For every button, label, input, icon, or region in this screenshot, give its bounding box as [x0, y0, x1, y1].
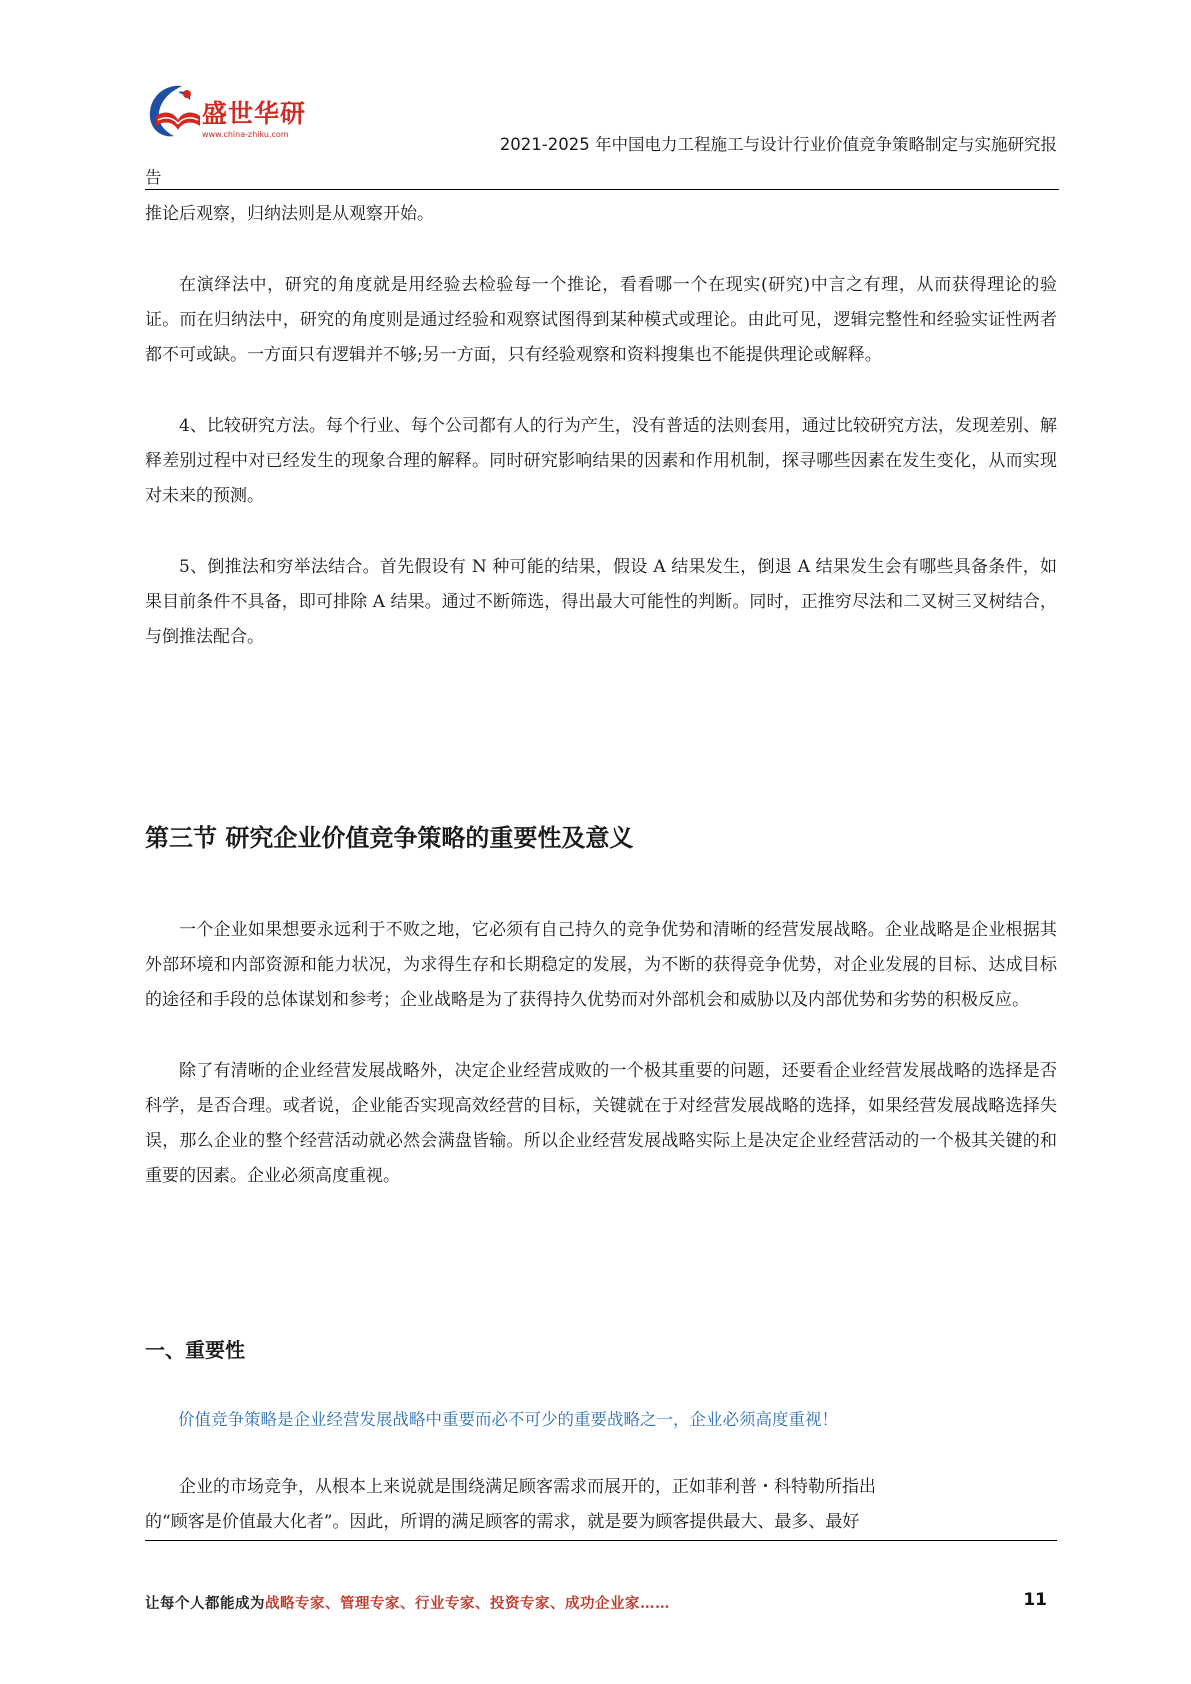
- highlight-statement: 价值竞争策略是企业经营发展战略中重要而必不可少的重要战略之一，企业必须高度重视！: [178, 1410, 838, 1429]
- paragraph-7-line2: [145, 1505, 1057, 1541]
- logo-url: www.china-zhiku.com: [202, 130, 289, 139]
- paragraph-1: 推论后观察，归纳法则是从观察开始。: [145, 204, 434, 224]
- footer-slogan: [145, 1592, 670, 1613]
- paragraph-6: 除了有清晰的企业经营发展战略外，决定企业经营成败的一个极其重要的问题，还要看企业经营发展战略的选择是否科学，是否合理。或者说，企业能否实现高效经营的目标，关键就在于对经营发展战略的选择，如果经营发展战略选择失误，那么企业的整个经营活动就必然会满盘皆输。所以企业经营发展战略实际上是决定企业经营活动的一个极其关键的和重要的因素。企业必须高度重视。: [145, 1061, 1057, 1186]
- importance-body: [145, 1402, 1057, 1541]
- logo-text: 盛世华研: [202, 99, 307, 128]
- section-body: [145, 913, 1057, 1194]
- report-title-line2: 告: [145, 168, 162, 187]
- report-title: [145, 128, 1057, 194]
- page-number: 11: [1023, 1590, 1047, 1610]
- paragraph-7-line2-text: 的“顾客是价值最大化者”。因此，所谓的满足顾客的需求，就是要为顾客提供最大、最多、最好: [145, 1505, 1057, 1541]
- slogan-highlight: 战略专家、管理专家、行业专家、投资专家、成功企业家……: [265, 1595, 670, 1612]
- paragraph-5: 一个企业如果想要永远利于不败之地，它必须有自己持久的竞争优势和清晰的经营发展战略。企业战略是企业根据其外部环境和内部资源和能力状况，为求得生存和长期稳定的发展，为不断的获得竞争优势，对企业发展的目标、达成目标的途径和手段的总体谋划和参考；企业战略是为了获得持久优势而对外部机会和威胁以及内部优势和劣势的积极反应。: [145, 920, 1057, 1010]
- header-divider: [145, 189, 1059, 190]
- paragraph-4: 5、倒推法和穷举法结合。首先假设有 N 种可能的结果，假设 A 结果发生，倒退 A 结果发生会有哪些具备条件，如果目前条件不具备，即可排除 A 结果。通过不断筛选，得出最大可能性的判断。同时，正推穷尽法和二叉树三叉树结合，与倒推法配合。: [145, 557, 1057, 647]
- paragraph-7-line1: 企业的市场竞争，从根本上来说就是围绕满足顾客需求而展开的，正如菲利普・科特勒所指出: [179, 1477, 876, 1497]
- page-footer: [145, 1588, 1059, 1618]
- page-body: [145, 197, 1057, 655]
- sub-heading: 一、重要性: [145, 1338, 245, 1362]
- slogan-prefix: 让每个人都能成为: [145, 1595, 265, 1612]
- section-heading: 第三节 研究企业价值竞争策略的重要性及意义: [145, 824, 634, 852]
- paragraph-2: 在演绎法中，研究的角度就是用经验去检验每一个推论，看看哪一个在现实(研究)中言之有理，从而获得理论的验证。而在归纳法中，研究的角度则是通过经验和观察试图得到某种模式或理论。由此可见，逻辑完整性和经验实证性两者都不可或缺。一方面只有逻辑并不够;另一方面，只有经验观察和资料搜集也不能提供理论或解释。: [145, 275, 1057, 365]
- paragraph-3: 4、比较研究方法。每个行业、每个公司都有人的行为产生，没有普适的法则套用，通过比较研究方法，发现差别、解释差别过程中对已经发生的现象合理的解释。同时研究影响结果的因素和作用机制，探寻哪些因素在发生变化，从而实现对未来的预测。: [145, 416, 1057, 506]
- report-title-line1: 2021-2025 年中国电力工程施工与设计行业价值竞争策略制定与实施研究报: [499, 135, 1057, 154]
